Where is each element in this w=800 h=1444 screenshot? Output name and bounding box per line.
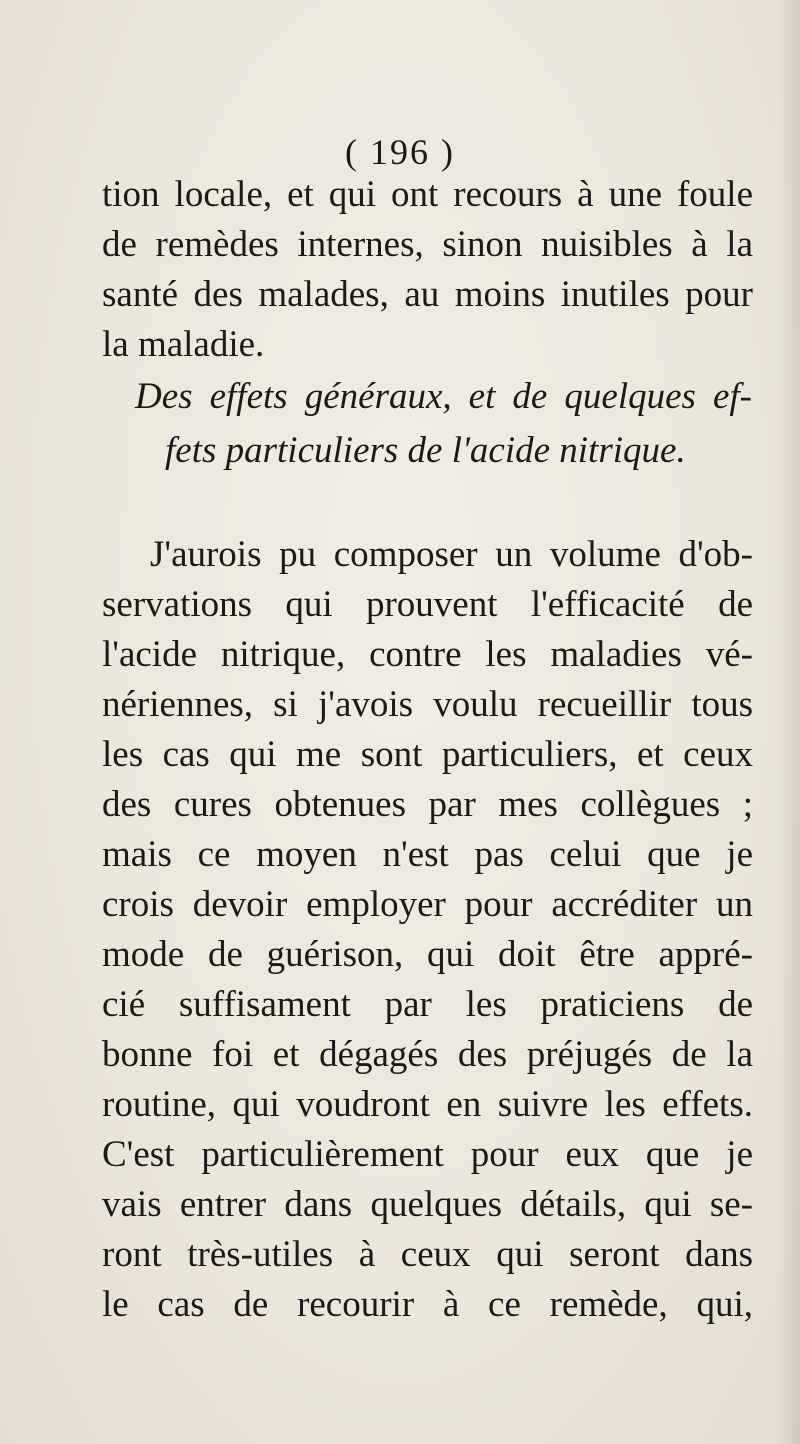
page-edge-shadow (778, 0, 800, 1444)
text-line: la maladie. (102, 324, 265, 365)
paragraph-line: C'est particulièrement pour eux que je (102, 1134, 753, 1175)
paragraph-line: servations qui prouvent l'efficacité de (102, 584, 753, 625)
text-line: de remèdes internes, sinon nuisibles à la (102, 224, 753, 265)
paragraph-line: le cas de recourir à ce remède, qui, (102, 1284, 753, 1325)
section-heading-line: fets particuliers de l'acide nitrique. (165, 430, 686, 471)
paragraph-line: J'aurois pu composer un volume d'ob- (150, 534, 753, 575)
paragraph-line: mais ce moyen n'est pas celui que je (102, 834, 753, 875)
paragraph-line: ront très-utiles à ceux qui seront dans (102, 1234, 753, 1275)
paragraph-line: bonne foi et dégagés des préjugés de la (102, 1034, 753, 1075)
paragraph-line: les cas qui me sont particuliers, et ceux (102, 734, 753, 775)
paragraph-line: cié suffisament par les praticiens de (102, 984, 753, 1025)
paragraph-line: vais entrer dans quelques détails, qui se- (102, 1184, 753, 1225)
text-line: santé des malades, au moins inutiles pour (102, 274, 753, 315)
paragraph-line: routine, qui voudront en suivre les effets. (102, 1084, 753, 1125)
paragraph-line: nériennes, si j'avois voulu recueillir tous (102, 684, 753, 725)
paragraph-line: crois devoir employer pour accréditer un (102, 884, 753, 925)
paragraph-line: des cures obtenues par mes collègues ; (102, 784, 753, 825)
section-heading-line: Des effets généraux, et de quelques ef- (135, 376, 752, 417)
page-number: ( 196 ) (345, 132, 455, 172)
paragraph-line: mode de guérison, qui doit être appré- (102, 934, 753, 975)
text-line: tion locale, et qui ont recours à une foule (102, 174, 753, 215)
paragraph-line: l'acide nitrique, contre les maladies vé- (102, 634, 753, 675)
